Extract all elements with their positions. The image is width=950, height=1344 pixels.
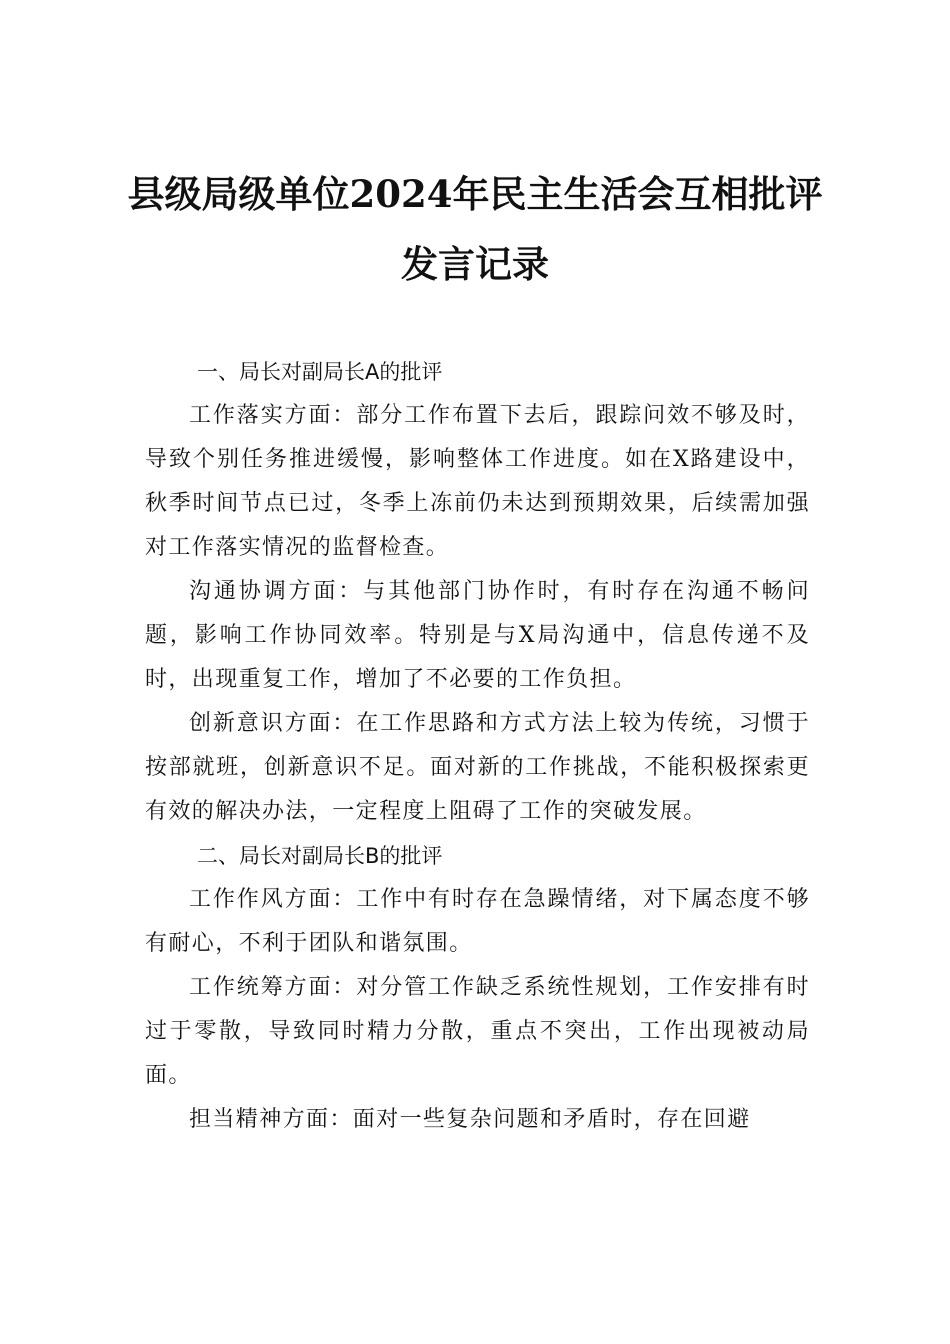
section-1 [145, 350, 810, 834]
document-title-line-2: 发言记录 [401, 242, 549, 286]
paragraph: 工作作风方面：工作中有时存在急躁情绪，对下属态度不够有耐心，不利于团队和谐氛围。 [145, 887, 810, 956]
section-2 [145, 834, 810, 1142]
paragraph: 担当精神方面：面对一些复杂问题和矛盾时，存在回避 [189, 1107, 751, 1132]
paragraph: 工作统筹方面：对分管工作缺乏系统性规划，工作安排有时过于零散，导致同时精力分散，重点不突出，工作出现被动局面。 [145, 975, 810, 1088]
paragraph: 创新意识方面：在工作思路和方式方法上较为传统，习惯于按部就班，创新意识不足。面对新的工作挑战，不能积极探索更有效的解决办法，一定程度上阻碍了工作的突破发展。 [145, 711, 810, 824]
document-title-line-1: 县级局级单位2024年民主生活会互相批评 [127, 172, 823, 216]
document-body [145, 350, 810, 1142]
section-heading: 二、局长对副局长B的批评 [197, 844, 443, 868]
paragraph: 沟通协调方面：与其他部门协作时，有时存在沟通不畅问题，影响工作协同效率。特别是与X局沟通中，信息传递不及时，出现重复工作，增加了不必要的工作负担。 [145, 579, 810, 692]
paragraph: 工作落实方面：部分工作布置下去后，跟踪问效不够及时，导致个别任务推进缓慢，影响整体工作进度。如在X路建设中，秋季时间节点已过，冬季上冻前仍未达到预期效果，后续需加强对工作落实情况的监督检查。 [145, 403, 810, 560]
section-heading: 一、局长对副局长A的批评 [197, 360, 443, 384]
